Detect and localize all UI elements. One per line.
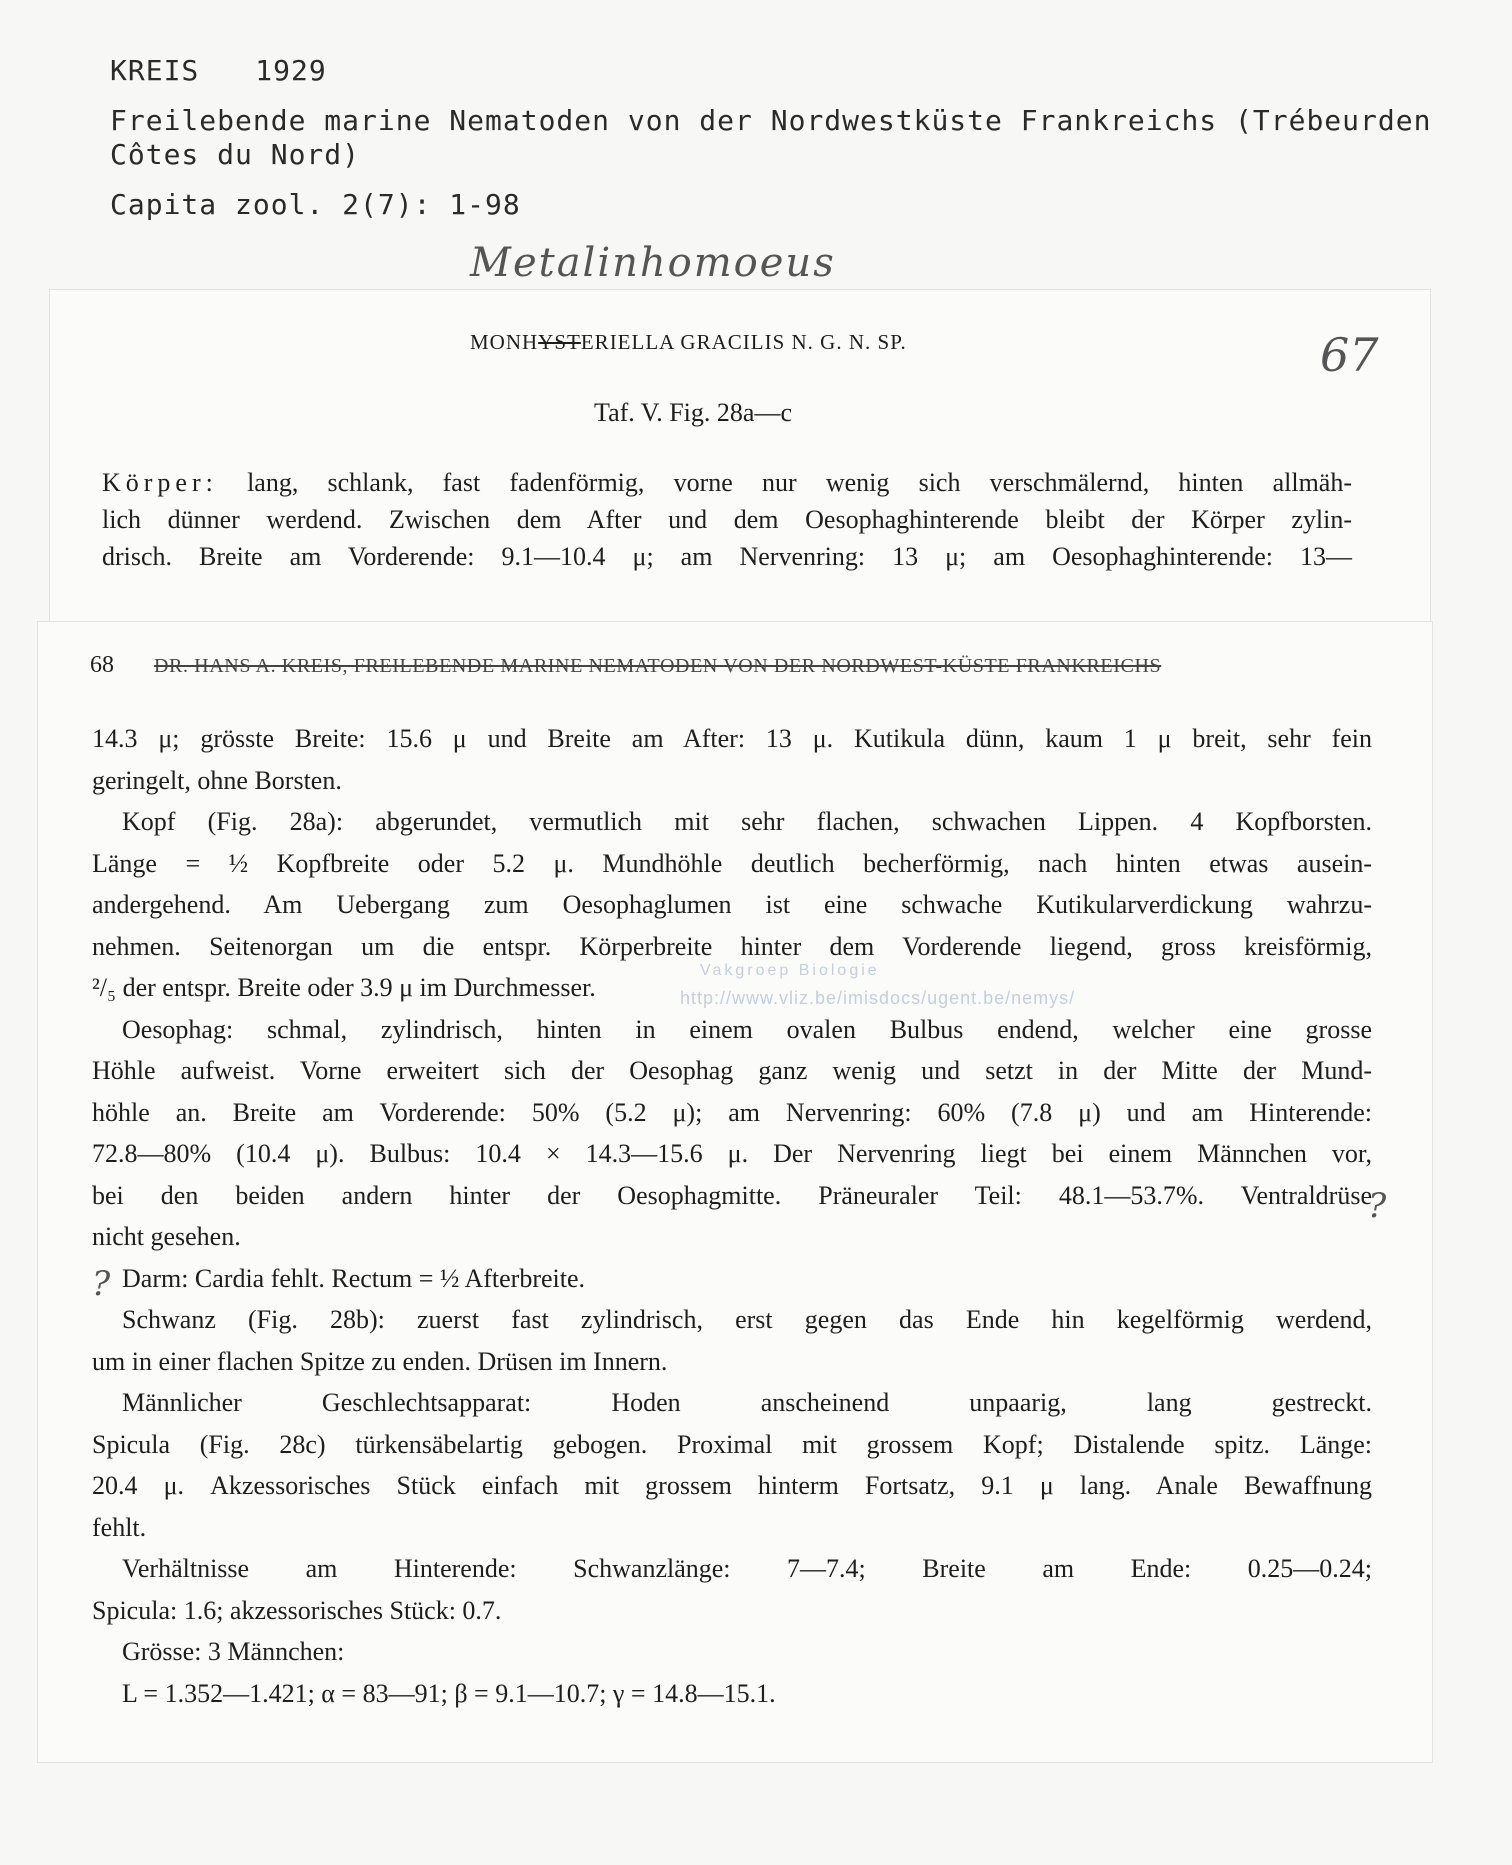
text-line: bei den beiden andern hinter der Oesophagmitte. Präneuraler Teil: 48.1—53.7%. Ventraldrüse bbox=[92, 1180, 1372, 1210]
text-line: Höhle aufweist. Vorne erweitert sich der Oesophag ganz wenig und setzt in der Mitte der Mund- bbox=[92, 1056, 1372, 1085]
header-citation: Capita zool. 2(7): 1-98 bbox=[110, 188, 521, 221]
header-year: 1929 bbox=[255, 54, 327, 87]
text-line: Verhältnisse am Hinterende: Schwanzlänge: 7—7.4; Breite am Ende: 0.25—0.24; bbox=[122, 1554, 1372, 1583]
text-line: Spicula (Fig. 28c) türkensäbelartig gebogen. Proximal mit grossem Kopf; Distalende spitz. Länge: bbox=[92, 1429, 1372, 1459]
text-line: 14.3 μ; grösste Breite: 15.6 μ und Breite am After: 13 μ. Kutikula dünn, kaum 1 μ breit, sehr fein bbox=[92, 724, 1372, 753]
watermark-label: Vakgroep Biologie bbox=[700, 962, 880, 979]
page-number: 68 bbox=[90, 652, 114, 678]
text-line: um in einer flachen Spitze zu enden. Drüsen im Innern. bbox=[92, 1346, 668, 1376]
text-line: Spicula: 1.6; akzessorisches Stück: 0.7. bbox=[92, 1595, 502, 1625]
text-line: drisch. Breite am Vorderende: 9.1—10.4 μ; am Nervenring: 13 μ; am Oesophaghinterende: 13— bbox=[102, 542, 1352, 571]
text-line: andergehend. Am Uebergang zum Oesophaglumen ist eine schwache Kutikularverdickung wahrzu- bbox=[92, 890, 1372, 919]
header-author-year bbox=[110, 54, 327, 87]
header-title-line2: Côtes du Nord) bbox=[110, 138, 361, 171]
text-line: L = 1.352—1.421; α = 83—91; β = 9.1—10.7; γ = 14.8—15.1. bbox=[122, 1678, 776, 1708]
species-struck: YST bbox=[538, 330, 581, 354]
plate-reference: Taf. V. Fig. 28a—c bbox=[594, 398, 792, 427]
watermark-url: http://www.vliz.be/imisdocs/ugent.be/nemys/ bbox=[680, 988, 1076, 1008]
header-author: KREIS bbox=[110, 54, 200, 87]
text-line: lich dünner werdend. Zwischen dem After und dem Oesophaghinterende bleibt der Körper zylin- bbox=[102, 505, 1352, 534]
text-line: Männlicher Geschlechtsapparat: Hoden anscheinend unpaarig, lang gestreckt. bbox=[122, 1388, 1372, 1417]
text-line: Oesophag: schmal, zylindrisch, hinten in einem ovalen Bulbus endend, welcher eine grosse bbox=[122, 1014, 1372, 1044]
text-line: Körper: lang, schlank, fast fadenförmig, vorne nur wenig sich verschmälernd, hinten allmäh- bbox=[102, 468, 1352, 497]
section-label: Körper: bbox=[102, 468, 218, 497]
handwritten-page-number: 67 bbox=[1320, 328, 1379, 382]
handwritten-genus-note: Metalinhomoeus bbox=[470, 240, 836, 286]
text-line: nicht gesehen. bbox=[92, 1222, 241, 1251]
description-body bbox=[92, 718, 1372, 1714]
koerper-paragraph bbox=[102, 464, 1352, 575]
text-line: Kopf (Fig. 28a): abgerundet, vermutlich mit sehr flachen, schwachen Lippen. 4 Kopfborsten. bbox=[122, 807, 1372, 836]
text-line: nehmen. Seitenorgan um die entspr. Körperbreite hinter dem Vorderende liegend, gross kreisförmig, bbox=[92, 931, 1372, 961]
text-line: 20.4 μ. Akzessorisches Stück einfach mit grossem hinterm Fortsatz, 9.1 μ lang. Anale Bewaffnung bbox=[92, 1471, 1372, 1500]
margin-question-mark: ? bbox=[92, 1264, 111, 1304]
species-rest: ERIELLA GRACILIS N. G. N. SP. bbox=[580, 330, 907, 354]
text-line: Grösse: 3 Männchen: bbox=[122, 1637, 345, 1666]
text-line: Länge = ½ Kopfbreite oder 5.2 μ. Mundhöhle deutlich becherförmig, nach hinten etwas ausein- bbox=[92, 848, 1372, 878]
text-line: Darm: Cardia fehlt. Rectum = ½ Afterbreite. bbox=[122, 1263, 586, 1293]
page-header bbox=[90, 652, 1380, 679]
text-line: höhle an. Breite am Vorderende: 50% (5.2 μ); am Nervenring: 60% (7.8 μ) und am Hinterende: bbox=[92, 1097, 1372, 1127]
header-title-line1: Freilebende marine Nematoden von der Nordwestküste Frankreichs (Trébeurden bbox=[110, 104, 1432, 137]
margin-question-mark: ? bbox=[1368, 1186, 1387, 1226]
text-line: ²/₅ der entspr. Breite oder 3.9 μ im Durchmesser. bbox=[92, 973, 596, 1002]
text-line: fehlt. bbox=[92, 1512, 147, 1542]
text-line: Schwanz (Fig. 28b): zuerst fast zylindrisch, erst gegen das Ende hin kegelförmig werdend, bbox=[122, 1305, 1372, 1334]
text-line: 72.8—80% (10.4 μ). Bulbus: 10.4 × 14.3—15.6 μ. Der Nervenring liegt bei einem Männchen vor, bbox=[92, 1139, 1372, 1168]
text-line: geringelt, ohne Borsten. bbox=[92, 765, 342, 795]
species-prefix: MONH bbox=[470, 330, 539, 354]
running-head: DR. HANS A. KREIS, FREILEBENDE MARINE NEMATODEN VON DER NORDWEST-KÜSTE FRANKREICHS bbox=[154, 655, 1162, 677]
species-heading bbox=[470, 330, 907, 355]
